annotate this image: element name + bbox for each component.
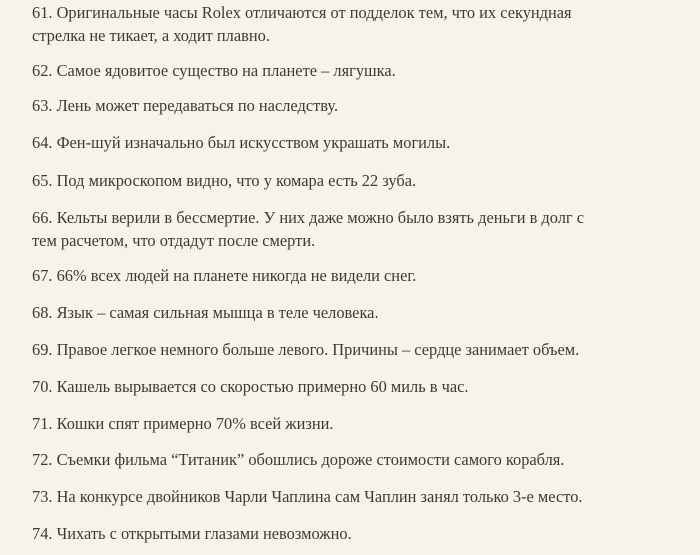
fact-69 [32,338,662,361]
fact-73-text: 73. На конкурсе двойников Чарли Чаплина сам Чаплин занял только 3-е место. [32,487,583,506]
fact-63 [32,94,662,117]
fact-74 [32,522,662,545]
fact-62-text: 62. Самое ядовитое существо на планете – лягушка. [32,61,396,80]
fact-68-text: 68. Язык – самая сильная мышца в теле человека. [32,303,379,322]
fact-72 [32,448,662,471]
fact-65-text: 65. Под микроскопом видно, что у комара есть 22 зуба. [32,171,417,190]
fact-70 [32,375,662,398]
fact-62 [32,59,662,82]
fact-68 [32,301,662,324]
fact-65 [32,169,662,192]
fact-71 [32,412,662,435]
fact-69-text: 69. Правое легкое немного больше левого. Причины – сердце занимает объем. [32,340,580,359]
fact-71-text: 71. Кошки спят примерно 70% всей жизни. [32,414,334,433]
fact-66-line-2: тем расчетом, что отдадут после смерти. [32,231,316,250]
fact-64-text: 64. Фен-шуй изначально был искусством украшать могилы. [32,133,451,152]
fact-61 [32,1,662,47]
fact-73 [32,485,662,508]
fact-61-line-2: стрелка не тикает, а ходит плавно. [32,26,270,45]
fact-64 [32,131,662,154]
fact-70-text: 70. Кашель вырывается со скоростью примерно 60 миль в час. [32,377,469,396]
fact-63-text: 63. Лень может передаваться по наследству. [32,96,339,115]
fact-66 [32,206,662,252]
fact-61-line-1: 61. Оригинальные часы Rolex отличаются от подделок тем, что их секундная [32,3,572,22]
fact-67-text: 67. 66% всех людей на планете никогда не видели снег. [32,266,417,285]
fact-72-text: 72. Съемки фильма “Титаник” обошлись дороже стоимости самого корабля. [32,450,565,469]
fact-66-line-1: 66. Кельты верили в бессмертие. У них даже можно было взять деньги в долг с [32,208,585,227]
fact-74-text: 74. Чихать с открытыми глазами невозможно. [32,524,352,543]
fact-67 [32,264,662,287]
